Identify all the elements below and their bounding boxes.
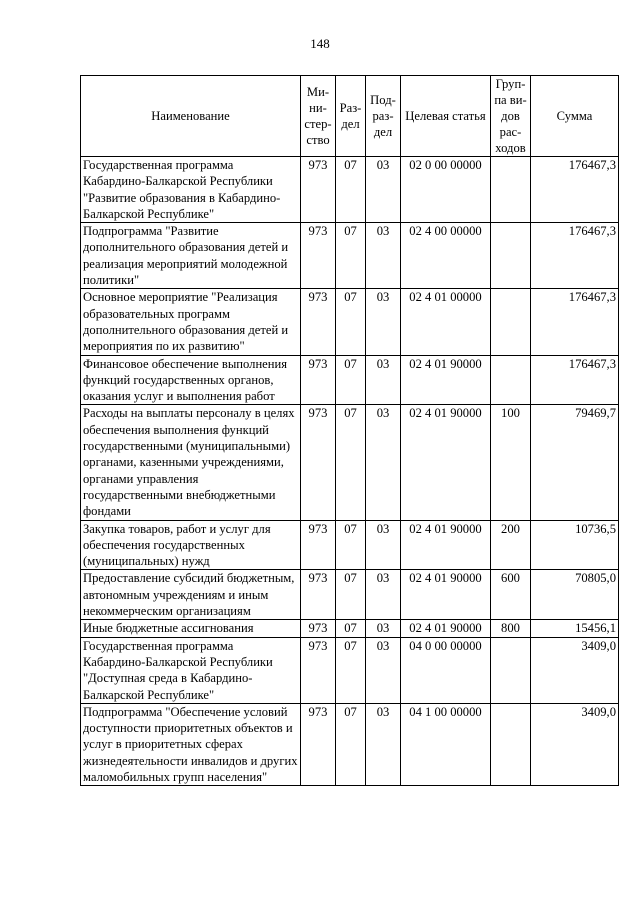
row-ministry: 973 bbox=[301, 289, 336, 355]
row-ministry: 973 bbox=[301, 637, 336, 703]
row-group: 800 bbox=[491, 620, 531, 637]
row-sum: 3409,0 bbox=[531, 703, 619, 785]
row-ministry: 973 bbox=[301, 223, 336, 289]
row-group bbox=[491, 157, 531, 223]
row-ministry: 973 bbox=[301, 703, 336, 785]
row-name: Подпрограмма "Обеспечение условий доступности приоритетных объектов и услуг в приоритетных сферах жизнедеятельности инвалидов и других маломобильных групп населения" bbox=[81, 703, 301, 785]
row-name: Расходы на выплаты персоналу в целях обеспечения выполнения функций государственными (муниципальными) органами, казенными учреждениями, органами управления государственными внебюджетными фондами bbox=[81, 405, 301, 520]
header-sum: Сумма bbox=[531, 76, 619, 157]
row-sum: 15456,1 bbox=[531, 620, 619, 637]
row-section: 07 bbox=[336, 620, 366, 637]
row-target: 02 0 00 00000 bbox=[401, 157, 491, 223]
row-name: Финансовое обеспечение выполнения функций государственных органов, оказания услуг и выполнения работ bbox=[81, 355, 301, 405]
row-sum: 3409,0 bbox=[531, 637, 619, 703]
row-sum: 10736,5 bbox=[531, 520, 619, 570]
row-name: Закупка товаров, работ и услуг для обеспечения государственных (муниципальных) нужд bbox=[81, 520, 301, 570]
table-row bbox=[81, 157, 619, 223]
header-name: Наименование bbox=[81, 76, 301, 157]
row-section: 07 bbox=[336, 570, 366, 620]
table-row bbox=[81, 520, 619, 570]
row-ministry: 973 bbox=[301, 570, 336, 620]
row-subsection: 03 bbox=[366, 355, 401, 405]
row-sum: 176467,3 bbox=[531, 289, 619, 355]
table-row bbox=[81, 703, 619, 785]
row-name: Подпрограмма "Развитие дополнительного образования детей и реализация мероприятий молодежной политики" bbox=[81, 223, 301, 289]
row-name: Государственная программа Кабардино-Балкарской Республики "Развитие образования в Кабардино-Балкарской Республике" bbox=[81, 157, 301, 223]
row-name: Предоставление субсидий бюджетным, автономным учреждениям и иным некоммерческим организациям bbox=[81, 570, 301, 620]
row-group bbox=[491, 223, 531, 289]
row-ministry: 973 bbox=[301, 157, 336, 223]
row-target: 04 1 00 00000 bbox=[401, 703, 491, 785]
row-section: 07 bbox=[336, 520, 366, 570]
row-section: 07 bbox=[336, 289, 366, 355]
table-row bbox=[81, 637, 619, 703]
table-row bbox=[81, 405, 619, 520]
row-subsection: 03 bbox=[366, 637, 401, 703]
row-name: Основное мероприятие "Реализация образовательных программ дополнительного образования детей и мероприятия по их развитию" bbox=[81, 289, 301, 355]
table-row bbox=[81, 223, 619, 289]
row-group bbox=[491, 289, 531, 355]
row-subsection: 03 bbox=[366, 405, 401, 520]
row-section: 07 bbox=[336, 223, 366, 289]
row-name: Государственная программа Кабардино-Балкарской Республики "Доступная среда в Кабардино-Балкарской Республике" bbox=[81, 637, 301, 703]
row-target: 02 4 01 90000 bbox=[401, 570, 491, 620]
row-subsection: 03 bbox=[366, 620, 401, 637]
row-ministry: 973 bbox=[301, 620, 336, 637]
row-subsection: 03 bbox=[366, 570, 401, 620]
row-sum: 79469,7 bbox=[531, 405, 619, 520]
row-target: 02 4 01 00000 bbox=[401, 289, 491, 355]
row-section: 07 bbox=[336, 405, 366, 520]
row-ministry: 973 bbox=[301, 355, 336, 405]
row-section: 07 bbox=[336, 355, 366, 405]
row-target: 02 4 01 90000 bbox=[401, 520, 491, 570]
table-row bbox=[81, 620, 619, 637]
row-sum: 176467,3 bbox=[531, 157, 619, 223]
row-subsection: 03 bbox=[366, 703, 401, 785]
row-group: 100 bbox=[491, 405, 531, 520]
row-target: 02 4 01 90000 bbox=[401, 405, 491, 520]
row-group bbox=[491, 637, 531, 703]
row-section: 07 bbox=[336, 637, 366, 703]
row-subsection: 03 bbox=[366, 520, 401, 570]
budget-table bbox=[80, 75, 619, 786]
table-header-row bbox=[81, 76, 619, 157]
row-target: 02 4 00 00000 bbox=[401, 223, 491, 289]
row-target: 02 4 01 90000 bbox=[401, 355, 491, 405]
header-group: Груп-па ви-дов рас-ходов bbox=[491, 76, 531, 157]
table-row bbox=[81, 570, 619, 620]
row-subsection: 03 bbox=[366, 157, 401, 223]
header-subsection: Под-раз-дел bbox=[366, 76, 401, 157]
row-group bbox=[491, 355, 531, 405]
row-target: 04 0 00 00000 bbox=[401, 637, 491, 703]
header-ministry: Ми-ни-стер-ство bbox=[301, 76, 336, 157]
row-sum: 70805,0 bbox=[531, 570, 619, 620]
row-group bbox=[491, 703, 531, 785]
row-ministry: 973 bbox=[301, 520, 336, 570]
header-section: Раз-дел bbox=[336, 76, 366, 157]
table-row bbox=[81, 355, 619, 405]
row-ministry: 973 bbox=[301, 405, 336, 520]
row-subsection: 03 bbox=[366, 223, 401, 289]
row-sum: 176467,3 bbox=[531, 355, 619, 405]
row-section: 07 bbox=[336, 703, 366, 785]
row-group: 200 bbox=[491, 520, 531, 570]
table-row bbox=[81, 289, 619, 355]
row-sum: 176467,3 bbox=[531, 223, 619, 289]
row-name: Иные бюджетные ассигнования bbox=[81, 620, 301, 637]
row-section: 07 bbox=[336, 157, 366, 223]
row-subsection: 03 bbox=[366, 289, 401, 355]
row-target: 02 4 01 90000 bbox=[401, 620, 491, 637]
row-group: 600 bbox=[491, 570, 531, 620]
header-target: Целевая статья bbox=[401, 76, 491, 157]
page-number: 148 bbox=[310, 36, 330, 51]
